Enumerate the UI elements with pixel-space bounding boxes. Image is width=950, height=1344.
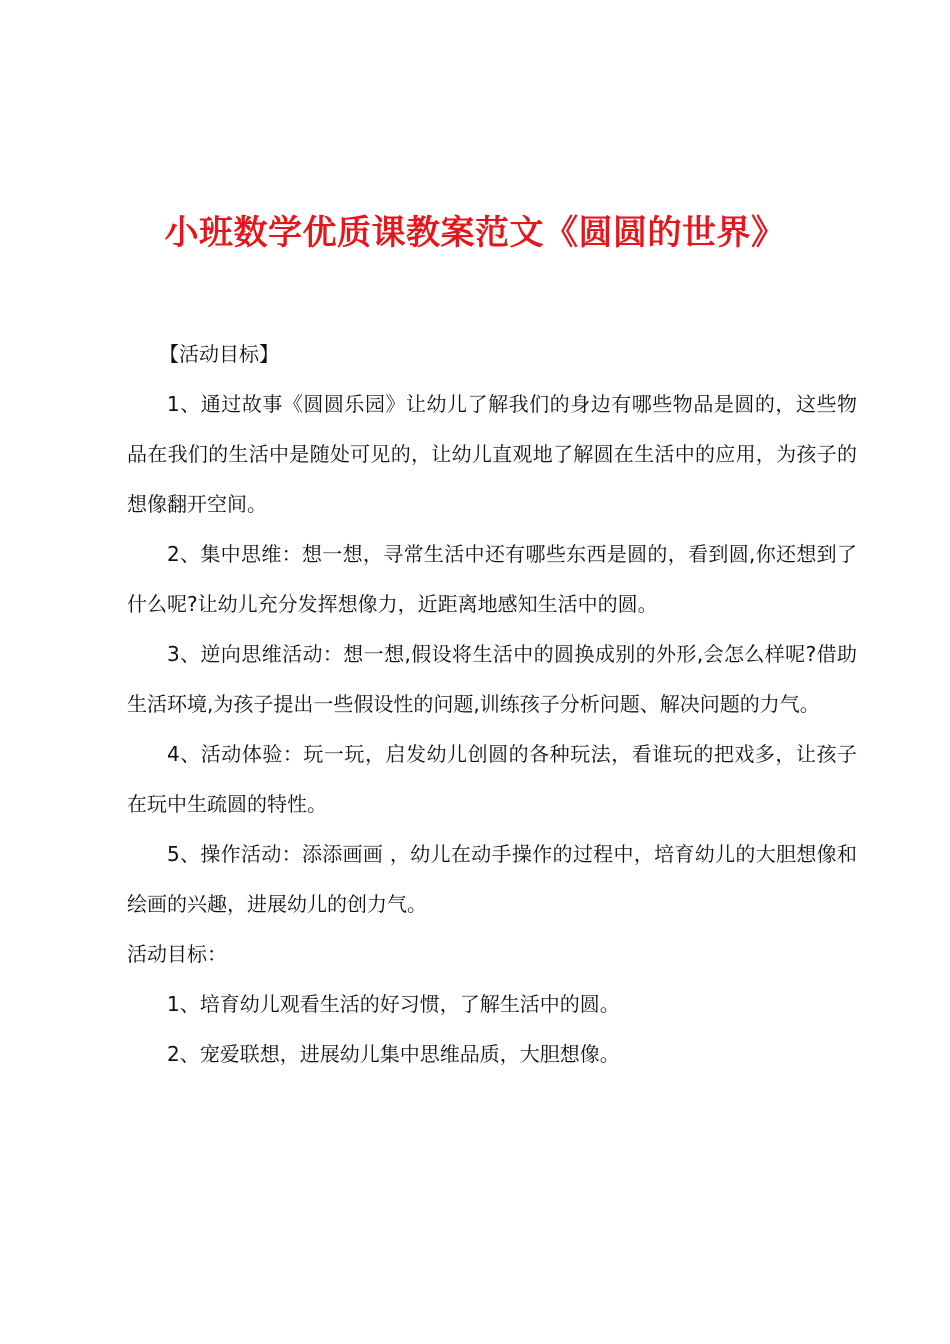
goal-item-5: 5、操作活动：添添画画 ，幼儿在动手操作的过程中，培育幼儿的大胆想像和绘画的兴趣，进展幼儿的创力气。 xyxy=(127,842,857,916)
goal-item-4: 4、活动体验：玩一玩，启发幼儿创圆的各种玩法，看谁玩的把戏多，让孩子在玩中生疏圆的特性。 xyxy=(127,742,857,816)
goal-item-3: 3、逆向思维活动：想一想,假设将生活中的圆换成别的外形,会怎么样呢?借助生活环境,为孩子提出一些假设性的问题,训练孩子分析问题、解决问题的力气。 xyxy=(127,642,857,716)
goal-item-1: 1、通过故事《圆圆乐园》让幼儿了解我们的身边有哪些物品是圆的，这些物品在我们的生活中是随处可见的，让幼儿直观地了解圆在生活中的应用，为孩子的想像翻开空间。 xyxy=(127,392,857,516)
document-title: 小班数学优质课教案范文《圆圆的世界》 xyxy=(164,213,786,253)
document-body xyxy=(127,329,857,1079)
section-heading-activity-goals: 【活动目标】 xyxy=(159,342,279,366)
section-heading-activity-goals-2: 活动目标： xyxy=(127,942,227,966)
goal2-item-1: 1、培育幼儿观看生活的好习惯，了解生活中的圆。 xyxy=(167,992,620,1016)
goal2-item-2: 2、宠爱联想，进展幼儿集中思维品质，大胆想像。 xyxy=(167,1042,620,1066)
goal-item-2: 2、集中思维：想一想，寻常生活中还有哪些东西是圆的，看到圆,你还想到了什么呢?让幼儿充分发挥想像力，近距离地感知生活中的圆。 xyxy=(127,542,857,616)
